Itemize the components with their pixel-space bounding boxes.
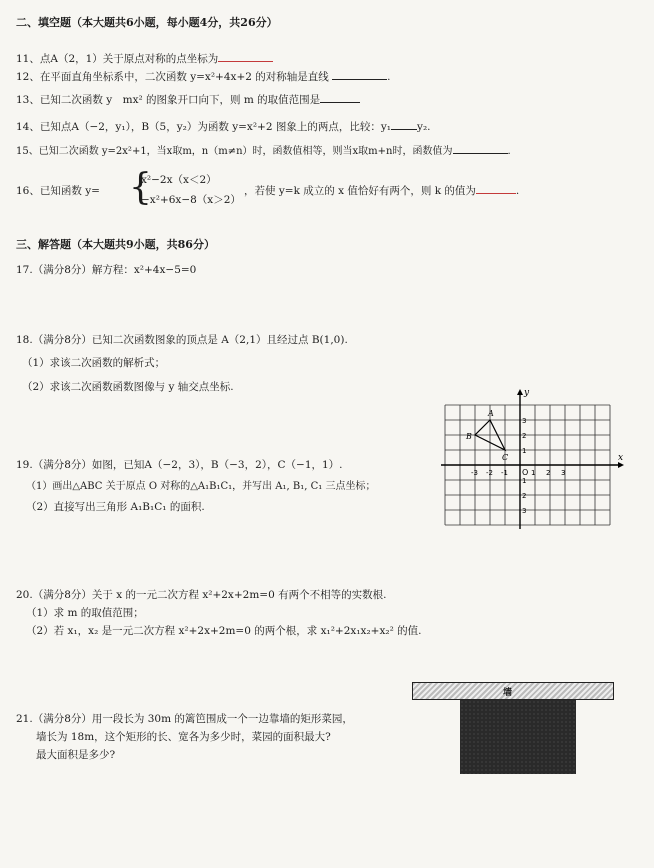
question-15: [16, 145, 511, 159]
question-14-text: 14、已知点A（−2，y₁），B（5，y₂）为函数 y=x²+2 图象上的两点，比较：y₁: [16, 121, 392, 133]
point-label-c: C: [502, 453, 509, 462]
answer-blank[interactable]: [453, 153, 508, 154]
piecewise-case-1: x²−2x（x＜2）: [141, 174, 217, 186]
x-tick-label: -1: [501, 469, 508, 477]
question-13: [16, 93, 360, 107]
wall: [412, 682, 614, 700]
answer-blank[interactable]: [391, 129, 417, 130]
question-19-part-1: （1）画出△ABC 关于原点 O 对称的△A₁B₁C₁，并写出 A₁, B₁, C₁ 三点坐标；: [26, 481, 376, 492]
question-16-suffix: [244, 183, 519, 198]
y-tick-label: 3: [522, 507, 527, 515]
question-19: 19.（满分8分）如图，已知A（−2，3），B（−3，2），C（−1，1）.: [16, 459, 343, 471]
question-12: [16, 70, 390, 84]
y-axis-arrow: [517, 389, 523, 395]
coordinate-grid: [438, 380, 624, 555]
origin-label: O: [522, 468, 529, 477]
answer-blank[interactable]: [332, 79, 387, 80]
point-label-b: B: [466, 432, 472, 441]
question-12-text: 12、在平面直角坐标系中，二次函数 y=x²+4x+2 的对称轴是直线: [16, 71, 329, 83]
x-tick-label: 1: [531, 469, 536, 477]
question-18-part-2: （2）求该二次函数函数图像与 y 轴交点坐标.: [22, 381, 234, 393]
y-tick-label: 2: [522, 492, 527, 500]
x-axis-label: x: [618, 453, 624, 463]
question-20-part-1: （1）求 m 的取值范围；: [26, 607, 144, 619]
question-14: [16, 120, 431, 134]
question-21-line-3: 最大面积是多少?: [36, 749, 116, 761]
question-18-part-1: （1）求该二次函数的解析式；: [22, 357, 166, 369]
section-2-title: 二、填空题（本大题共6小题，每小题4分，共26分）: [16, 16, 278, 29]
x-tick-label: -3: [471, 469, 478, 477]
question-14-end: y₂.: [417, 121, 431, 133]
answer-blank[interactable]: [476, 193, 516, 194]
y-tick-label: 3: [522, 417, 527, 425]
question-16-prefix: 16、已知函数 y=: [16, 185, 100, 197]
y-tick-label: 2: [522, 432, 527, 440]
question-13-text: 13、已知二次函数 y mx² 的图象开口向下，则 m 的取值范围是: [16, 94, 321, 106]
x-tick-label: 3: [561, 469, 566, 477]
question-16-end: .: [515, 185, 520, 197]
brace: {: [129, 167, 152, 208]
question-15-end: .: [507, 146, 511, 157]
y-tick-label: 1: [522, 447, 527, 455]
answer-blank[interactable]: [218, 61, 273, 62]
tick-labels: [471, 417, 565, 515]
answer-blank[interactable]: [320, 102, 360, 103]
question-16-suffix-text: ，若使 y=k 成立的 x 值恰好有两个，则 k 的值为: [244, 185, 476, 197]
question-17: 17.（满分8分）解方程：x²+4x−5=0: [16, 264, 197, 276]
garden-rectangle: [460, 700, 576, 774]
question-12-end: .: [387, 71, 391, 83]
section-3-title: 三、解答题（本大题共9小题，共86分）: [16, 238, 215, 251]
x-tick-label: -2: [486, 469, 493, 477]
question-15-text: 15、已知二次函数 y=2x²+1，当x取m，n（m≠n）时，函数值相等，则当x取m+n时，函数值为: [16, 146, 453, 157]
question-11-text: 11、点A（2，1）关于原点对称的点坐标为: [16, 53, 219, 65]
wall-label: 墙: [503, 688, 513, 698]
question-19-part-2: （2）直接写出三角形 A₁B₁C₁ 的面积.: [26, 501, 205, 513]
question-21-line-2: 墙长为 18m，这个矩形的长、宽各为多少时，菜园的面积最大?: [36, 731, 331, 743]
wall-garden-figure: [412, 682, 614, 774]
question-20: 20.（满分8分）关于 x 的一元二次方程 x²+2x+2m=0 有两个不相等的实数根.: [16, 589, 387, 601]
question-18: 18.（满分8分）已知二次函数图象的顶点是 A（2,1）且经过点 B(1,0).: [16, 334, 348, 346]
question-21-line-1: 21.（满分8分）用一段长为 30m 的篱笆围成一个一边靠墙的矩形菜园，: [16, 713, 353, 725]
piecewise-case-2: −x²+6x−8（x＞2）: [141, 194, 241, 206]
x-tick-label: 2: [546, 469, 551, 477]
question-11: [16, 52, 273, 66]
triangle-abc: [465, 409, 508, 462]
y-axis-label: y: [524, 388, 530, 398]
question-20-part-2: （2）若 x₁，x₂ 是一元二次方程 x²+2x+2m=0 的两个根，求 x₁²+2x₁x₂+x₂² 的值.: [26, 625, 422, 637]
point-label-a: A: [488, 409, 494, 418]
y-tick-label: 1: [522, 477, 527, 485]
axes: [441, 388, 624, 529]
